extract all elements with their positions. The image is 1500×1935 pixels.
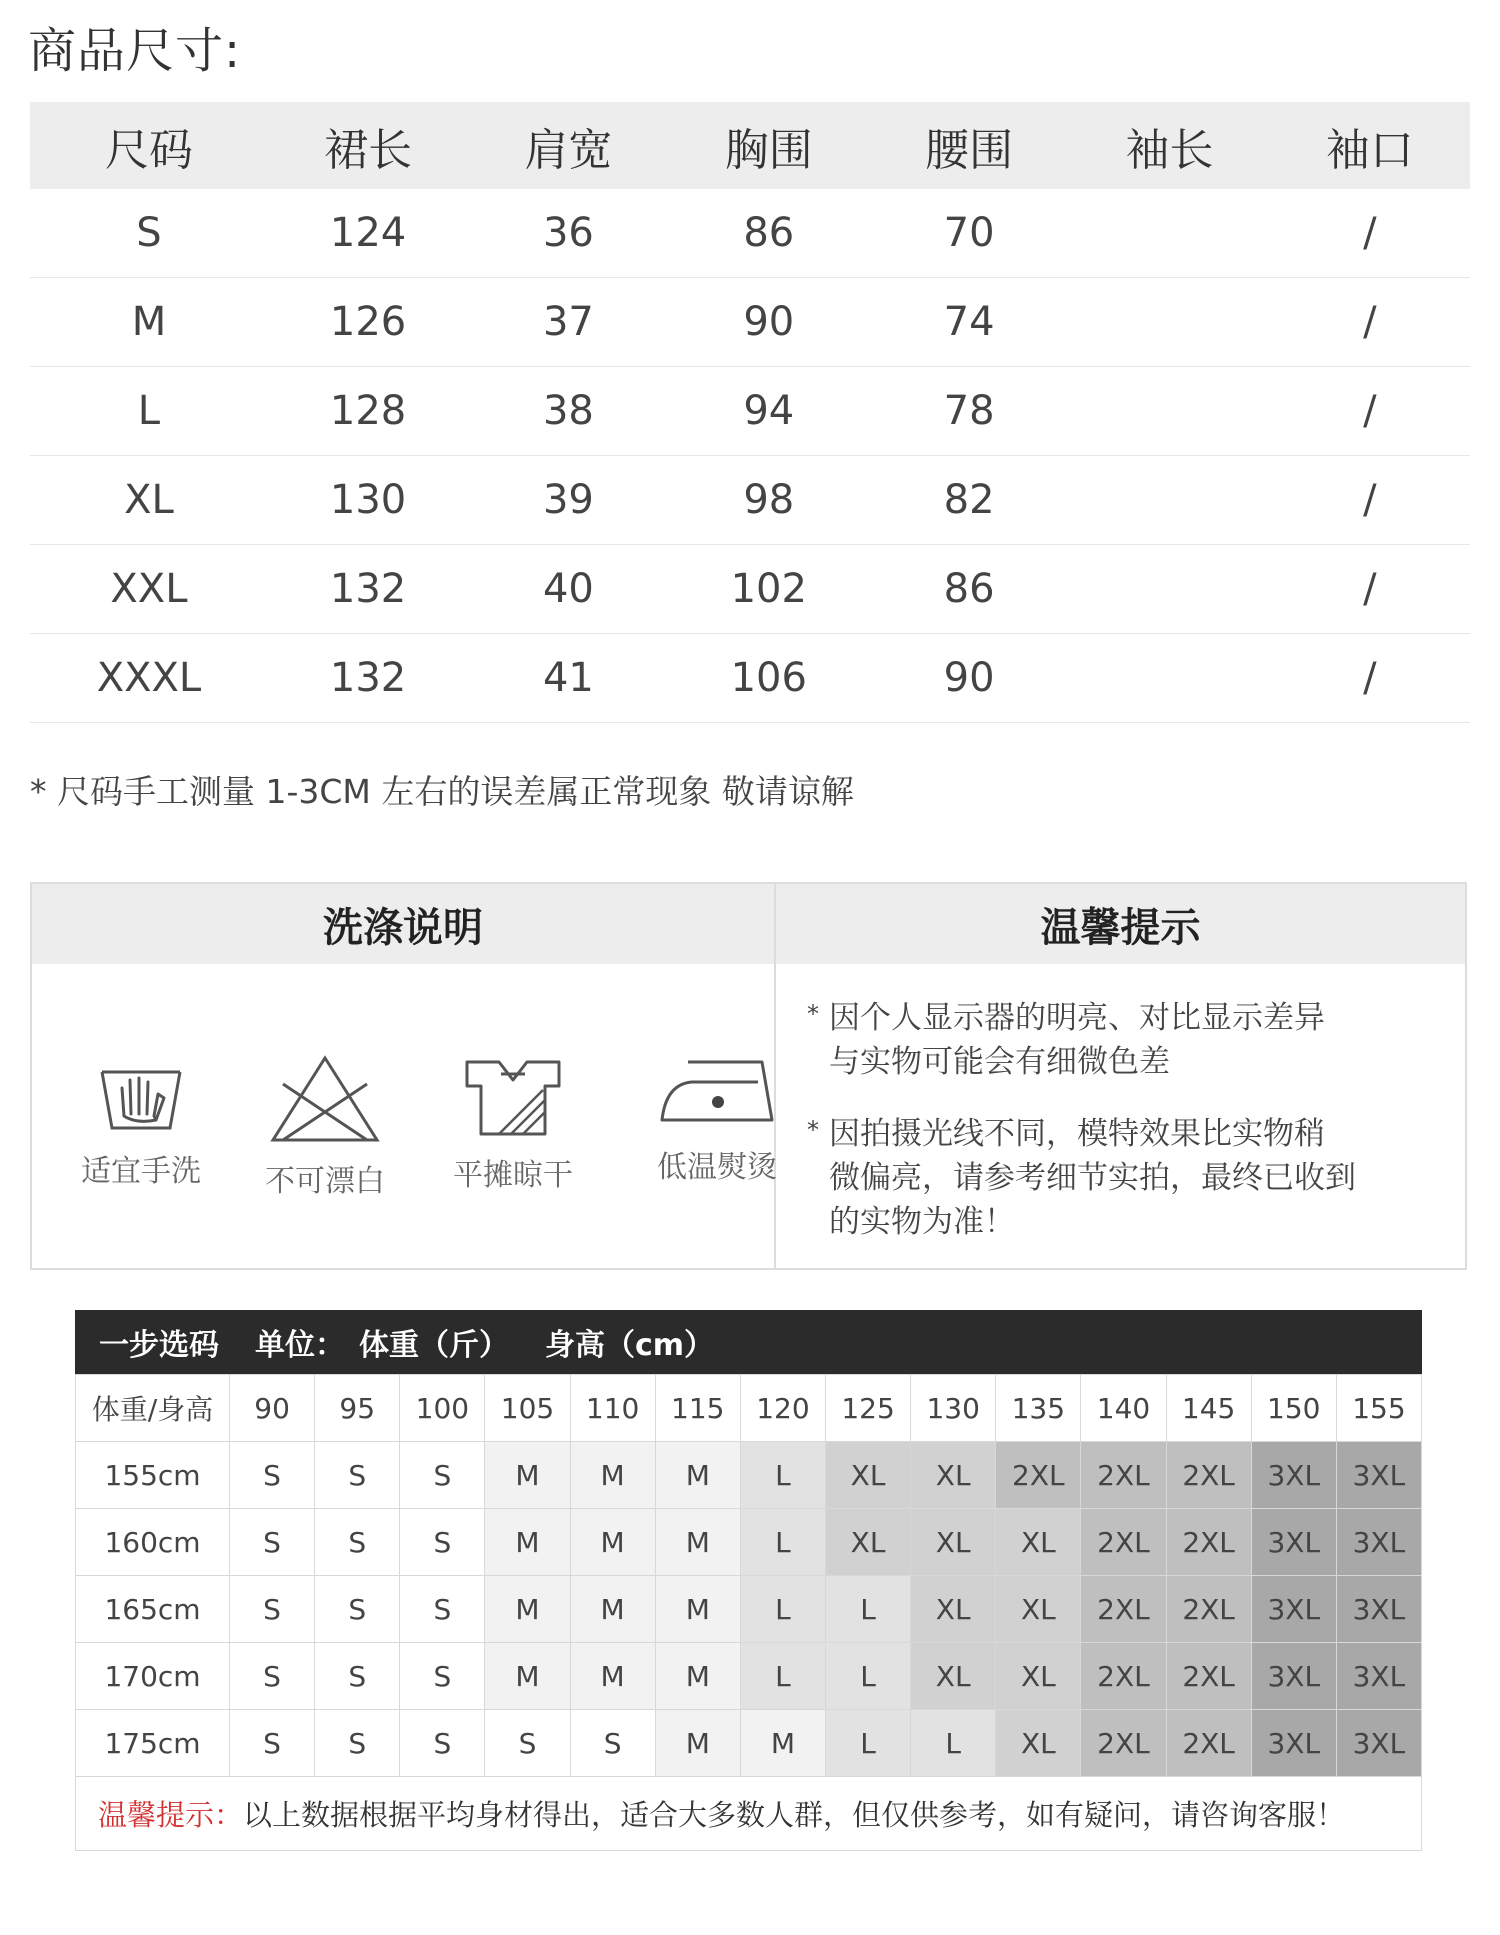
size-recommendation-cell: 3XL <box>1336 1576 1421 1643</box>
height-label: 160cm <box>76 1509 230 1576</box>
size-cell: S <box>30 189 268 278</box>
size-cell: 106 <box>669 634 869 723</box>
size-cell <box>1069 367 1269 456</box>
size-recommendation-cell: 2XL <box>1081 1643 1166 1710</box>
size-recommendation-cell: S <box>230 1442 315 1509</box>
size-recommendation-cell: 3XL <box>1251 1576 1336 1643</box>
size-cell: / <box>1270 367 1470 456</box>
size-cell: / <box>1270 545 1470 634</box>
size-cell: 102 <box>669 545 869 634</box>
size-recommendation-cell: S <box>230 1576 315 1643</box>
size-recommendation-cell: M <box>485 1509 570 1576</box>
size-recommendation-cell: S <box>315 1710 400 1777</box>
selector-footer <box>75 1777 1422 1851</box>
size-cell: XXXL <box>30 634 268 723</box>
size-recommendation-cell: L <box>740 1509 825 1576</box>
weight-header: 95 <box>315 1375 400 1442</box>
weight-header: 90 <box>230 1375 315 1442</box>
size-recommendation-cell: 3XL <box>1336 1643 1421 1710</box>
size-cell: XL <box>30 456 268 545</box>
table-row <box>30 456 1470 545</box>
size-recommendation-cell: 3XL <box>1336 1509 1421 1576</box>
size-cell: 41 <box>468 634 668 723</box>
size-recommendation-cell: S <box>400 1509 485 1576</box>
tip-line: 因个人显示器的明亮、对比显示差异 <box>829 1000 1325 1036</box>
size-cell: 70 <box>869 189 1069 278</box>
weight-header: 135 <box>996 1375 1081 1442</box>
size-recommendation-cell: S <box>230 1509 315 1576</box>
size-recommendation-cell: S <box>315 1442 400 1509</box>
size-recommendation-cell: M <box>740 1710 825 1777</box>
no-bleach-icon <box>269 1054 381 1144</box>
size-cell: / <box>1270 634 1470 723</box>
selector-label: 一步选码 <box>99 1328 219 1363</box>
size-cell: 82 <box>869 456 1069 545</box>
tip-item <box>807 1112 1356 1244</box>
size-cell <box>1069 456 1269 545</box>
size-recommendation-cell: M <box>570 1442 655 1509</box>
size-recommendation-cell: 2XL <box>1081 1442 1166 1509</box>
height-label: 155cm <box>76 1442 230 1509</box>
size-col-header: 胸围 <box>669 102 869 189</box>
size-recommendation-cell: XL <box>996 1643 1081 1710</box>
low-iron-icon <box>658 1054 776 1130</box>
size-recommendation-cell: 2XL <box>1166 1442 1251 1509</box>
size-cell: 86 <box>669 189 869 278</box>
tip-star: * <box>807 1116 819 1144</box>
tips-title: 温馨提示 <box>776 884 1465 964</box>
size-recommendation-cell: M <box>485 1643 570 1710</box>
table-row <box>30 367 1470 456</box>
care-item-no-bleach <box>235 1054 415 1200</box>
size-cell: 94 <box>669 367 869 456</box>
weight-header: 150 <box>1251 1375 1336 1442</box>
flat-dry-icon <box>463 1054 563 1138</box>
size-cell: 132 <box>268 634 468 723</box>
size-col-header: 腰围 <box>869 102 1069 189</box>
care-title: 洗涤说明 <box>32 884 774 964</box>
size-table-body <box>30 189 1470 723</box>
height-label: 175cm <box>76 1710 230 1777</box>
size-col-header: 尺码 <box>30 102 268 189</box>
size-cell <box>1069 634 1269 723</box>
size-cell: 90 <box>669 278 869 367</box>
size-recommendation-cell: 2XL <box>1166 1643 1251 1710</box>
care-item-hand-wash <box>51 1054 231 1190</box>
size-table <box>30 102 1470 723</box>
size-recommendation-cell: L <box>740 1576 825 1643</box>
tip-star: * <box>807 1000 819 1028</box>
size-recommendation-cell: XL <box>911 1643 996 1710</box>
size-cell: / <box>1270 456 1470 545</box>
size-recommendation-cell: XL <box>996 1509 1081 1576</box>
height-label: 170cm <box>76 1643 230 1710</box>
size-cell <box>1069 189 1269 278</box>
size-recommendation-cell: S <box>315 1643 400 1710</box>
selector-table <box>75 1374 1422 1777</box>
care-label: 平摊晾干 <box>453 1158 573 1193</box>
selector-corner: 体重/身高 <box>76 1375 230 1442</box>
table-row <box>30 278 1470 367</box>
care-item-low-iron <box>627 1054 807 1186</box>
footer-label: 温馨提示： <box>98 1798 244 1832</box>
selector-header <box>75 1310 1422 1374</box>
size-recommendation-cell: M <box>655 1509 740 1576</box>
table-row <box>76 1643 1422 1710</box>
size-recommendation-cell: L <box>740 1643 825 1710</box>
size-col-header: 裙长 <box>268 102 468 189</box>
size-recommendation-cell: XL <box>911 1576 996 1643</box>
size-cell: 132 <box>268 545 468 634</box>
care-label: 适宜手洗 <box>81 1154 201 1189</box>
table-row <box>30 545 1470 634</box>
weight-header: 120 <box>740 1375 825 1442</box>
size-recommendation-cell: M <box>655 1442 740 1509</box>
size-recommendation-cell: M <box>570 1509 655 1576</box>
size-cell: 40 <box>468 545 668 634</box>
size-recommendation-cell: S <box>400 1442 485 1509</box>
size-recommendation-cell: 3XL <box>1336 1442 1421 1509</box>
size-recommendation-cell: 2XL <box>1166 1509 1251 1576</box>
size-recommendation-cell: 2XL <box>1166 1710 1251 1777</box>
tip-line: 因拍摄光线不同，模特效果比实物稍 <box>829 1116 1325 1152</box>
size-recommendation-cell: S <box>400 1643 485 1710</box>
tip-line: 与实物可能会有细微色差 <box>829 1044 1170 1080</box>
weight-header: 125 <box>825 1375 910 1442</box>
size-recommendation-cell: S <box>315 1509 400 1576</box>
size-recommendation-cell: S <box>485 1710 570 1777</box>
table-row <box>30 634 1470 723</box>
size-recommendation-cell: XL <box>996 1576 1081 1643</box>
size-recommendation-cell: S <box>230 1710 315 1777</box>
weight-header: 115 <box>655 1375 740 1442</box>
size-recommendation-cell: XL <box>996 1710 1081 1777</box>
size-cell: 38 <box>468 367 668 456</box>
size-recommendation-cell: XL <box>911 1442 996 1509</box>
size-recommendation-cell: 2XL <box>1081 1710 1166 1777</box>
size-recommendation-cell: 3XL <box>1251 1710 1336 1777</box>
size-col-header: 袖口 <box>1270 102 1470 189</box>
care-item-flat-dry <box>423 1054 603 1194</box>
size-recommendation-cell: L <box>825 1710 910 1777</box>
tip-line: 的实物为准！ <box>829 1204 1015 1240</box>
selector-height-unit: 身高（cm） <box>545 1328 715 1363</box>
size-col-header: 肩宽 <box>468 102 668 189</box>
table-row <box>76 1442 1422 1509</box>
size-recommendation-cell: M <box>655 1710 740 1777</box>
measurement-note: * 尺码手工测量 1-3CM 左右的误差属正常现象 敬请谅解 <box>30 772 854 811</box>
size-recommendation-cell: M <box>485 1576 570 1643</box>
size-recommendation-cell: L <box>825 1643 910 1710</box>
size-col-header: 袖长 <box>1069 102 1269 189</box>
size-recommendation-cell: M <box>655 1576 740 1643</box>
footer-text: 以上数据根据平均身材得出，适合大多数人群，但仅供参考，如有疑问，请咨询客服！ <box>243 1798 1346 1832</box>
size-cell: / <box>1270 278 1470 367</box>
size-cell: XXL <box>30 545 268 634</box>
size-cell: 39 <box>468 456 668 545</box>
size-cell <box>1069 545 1269 634</box>
selector-weight-unit: 体重（斤） <box>359 1328 509 1363</box>
size-recommendation-cell: M <box>485 1442 570 1509</box>
size-cell: 78 <box>869 367 1069 456</box>
selector-unit: 单位： <box>255 1328 345 1363</box>
size-recommendation-cell: 2XL <box>1166 1576 1251 1643</box>
size-recommendation-cell: S <box>230 1643 315 1710</box>
size-recommendation-cell: 2XL <box>1081 1509 1166 1576</box>
size-recommendation-cell: 3XL <box>1336 1710 1421 1777</box>
table-row <box>76 1509 1422 1576</box>
selector-weight-row <box>76 1375 1422 1442</box>
size-recommendation-cell: XL <box>911 1509 996 1576</box>
size-recommendation-cell: S <box>400 1710 485 1777</box>
weight-header: 130 <box>911 1375 996 1442</box>
selector-body <box>76 1442 1422 1777</box>
size-cell: 124 <box>268 189 468 278</box>
size-cell: 37 <box>468 278 668 367</box>
weight-header: 100 <box>400 1375 485 1442</box>
size-recommendation-cell: XL <box>825 1442 910 1509</box>
size-cell: 86 <box>869 545 1069 634</box>
size-recommendation-cell: 2XL <box>996 1442 1081 1509</box>
size-recommendation-cell: M <box>570 1643 655 1710</box>
weight-header: 140 <box>1081 1375 1166 1442</box>
weight-header: 105 <box>485 1375 570 1442</box>
height-label: 165cm <box>76 1576 230 1643</box>
size-recommendation-cell: 3XL <box>1251 1509 1336 1576</box>
size-cell: 126 <box>268 278 468 367</box>
size-cell: 90 <box>869 634 1069 723</box>
size-cell: 128 <box>268 367 468 456</box>
weight-header: 110 <box>570 1375 655 1442</box>
size-cell: / <box>1270 189 1470 278</box>
size-recommendation-cell: XL <box>825 1509 910 1576</box>
size-cell: 74 <box>869 278 1069 367</box>
size-cell: L <box>30 367 268 456</box>
tip-line: 微偏亮，请参考细节实拍，最终已收到 <box>829 1160 1356 1196</box>
care-tips-box <box>30 882 1467 1270</box>
tip-item <box>807 996 1325 1084</box>
care-label: 不可漂白 <box>265 1164 385 1199</box>
size-recommendation-cell: M <box>655 1643 740 1710</box>
weight-header: 155 <box>1336 1375 1421 1442</box>
size-cell: 36 <box>468 189 668 278</box>
size-recommendation-cell: M <box>570 1576 655 1643</box>
size-recommendation-cell: L <box>911 1710 996 1777</box>
size-cell: 98 <box>669 456 869 545</box>
size-recommendation-cell: 3XL <box>1251 1643 1336 1710</box>
table-row <box>30 189 1470 278</box>
table-row <box>76 1576 1422 1643</box>
size-recommendation-cell: S <box>315 1576 400 1643</box>
size-cell <box>1069 278 1269 367</box>
size-cell: M <box>30 278 268 367</box>
size-recommendation-cell: S <box>400 1576 485 1643</box>
size-recommendation-cell: S <box>570 1710 655 1777</box>
page-title: 商品尺寸: <box>28 23 242 79</box>
care-label: 低温熨烫 <box>657 1150 777 1185</box>
size-recommendation-cell: L <box>825 1576 910 1643</box>
size-table-header <box>30 102 1470 189</box>
size-recommendation-cell: 3XL <box>1251 1442 1336 1509</box>
weight-header: 145 <box>1166 1375 1251 1442</box>
table-row <box>76 1710 1422 1777</box>
size-recommendation-cell: 2XL <box>1081 1576 1166 1643</box>
hand-wash-icon <box>96 1054 186 1134</box>
size-cell: 130 <box>268 456 468 545</box>
size-recommendation-cell: L <box>740 1442 825 1509</box>
size-selector <box>75 1310 1422 1851</box>
